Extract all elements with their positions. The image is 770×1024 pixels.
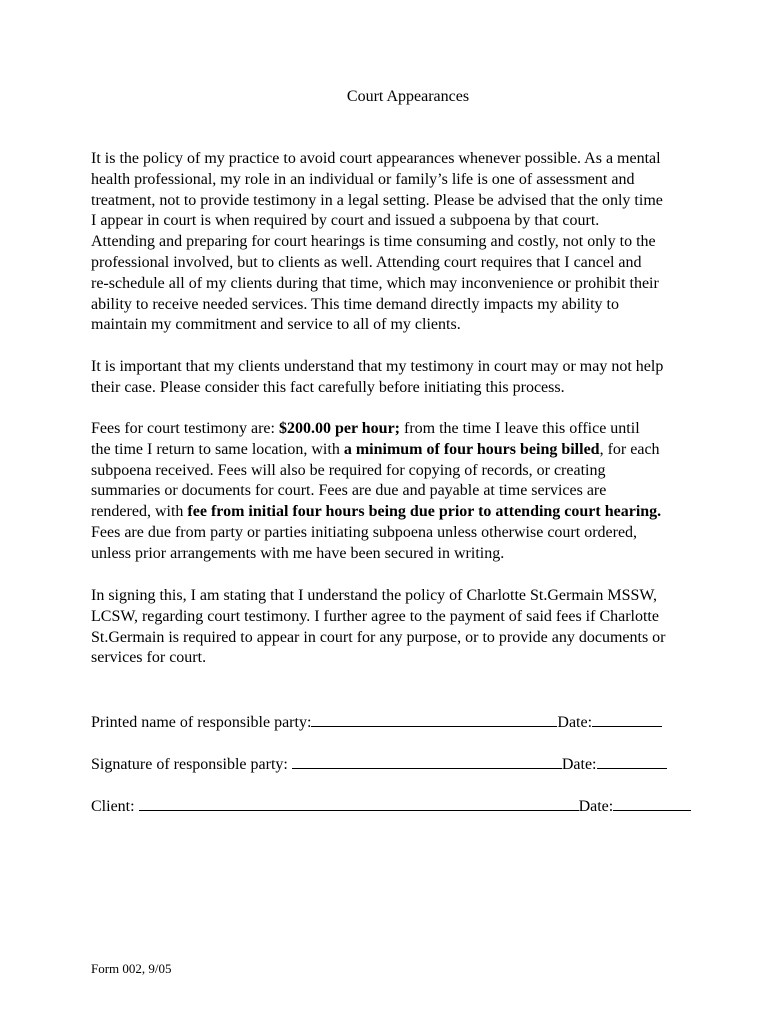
text-line: re-schedule all of my clients during that time, which may inconvenience or prohibit their [91, 274, 659, 292]
minimum-hours-emphasis: a minimum of four hours being billed [343, 440, 600, 458]
text-fragment: rendered, with [91, 503, 188, 521]
policy-paragraph [91, 149, 731, 336]
agreement-paragraph [91, 586, 731, 669]
text-line: ability to receive needed services. This time demand directly impacts my ability to [91, 295, 619, 313]
printed-name-label: Printed name of responsible party: [91, 714, 312, 731]
text-line [91, 419, 731, 440]
signature-row [91, 753, 667, 775]
printed-name-row [91, 711, 662, 733]
text-line: their case. Please consider this fact carefully before initiating this process. [91, 378, 565, 396]
text-line: subpoena received. Fees will also be required for copying of records, or creating [91, 461, 606, 479]
text-line [91, 502, 731, 523]
text-line: unless prior arrangements with me have been secured in writing. [91, 544, 505, 562]
text-line: maintain my commitment and service to all of my clients. [91, 316, 461, 334]
text-line: health professional, my role in an individual or family’s life is one of assessment and [91, 170, 635, 188]
text-fragment: , for each [599, 440, 660, 458]
text-fragment: Fees for court testimony are: [91, 420, 279, 437]
text-fragment: from the time I leave this office until [400, 420, 640, 437]
text-line: St.Germain is required to appear in court for any purpose, or to provide any documents or [91, 628, 666, 646]
fees-paragraph [91, 419, 731, 565]
date-label: Date: [561, 756, 597, 773]
client-label: Client: [91, 798, 139, 815]
prepayment-emphasis: fee from initial four hours being due prior to attending court hearing. [187, 503, 662, 521]
text-line: In signing this, I am stating that I understand the policy of Charlotte St.Germain MSSW, [91, 587, 658, 604]
date-label: Date: [578, 798, 614, 815]
text-line: professional involved, but to clients as well. Attending court requires that I cancel and [91, 253, 642, 271]
text-line: LCSW, regarding court testimony. I further agree to the payment of said fees if Charlotte [91, 607, 659, 625]
text-line: Fees are due from party or parties initiating subpoena unless otherwise court ordered, [91, 523, 638, 541]
text-line: services for court. [91, 649, 207, 667]
text-line: treatment, not to provide testimony in a legal setting. Please be advised that the only time [91, 191, 663, 209]
client-row [91, 795, 691, 817]
text-line: It is important that my clients understand that my testimony in court may or may not help [91, 358, 664, 375]
text-line [91, 440, 731, 461]
client-field[interactable] [139, 795, 579, 811]
testimony-paragraph [91, 357, 731, 399]
text-line: I appear in court is when required by court and issued a subpoena by that court. [91, 212, 600, 230]
text-line: summaries or documents for court. Fees are due and payable at time services are [91, 482, 607, 500]
date-label: Date: [557, 714, 593, 731]
fee-rate-emphasis: $200.00 per hour; [278, 420, 400, 437]
text-line: Attending and preparing for court hearings is time consuming and costly, not only to the [91, 233, 656, 251]
form-footer: Form 002, 9/05 [91, 961, 172, 976]
text-fragment: the time I return to same location, with [91, 440, 344, 458]
text-line: It is the policy of my practice to avoid court appearances whenever possible. As a mental [91, 150, 661, 167]
signature-date-field[interactable] [597, 753, 667, 769]
printed-name-field[interactable] [311, 711, 557, 727]
signature-label: Signature of responsible party: [91, 756, 292, 773]
signature-field[interactable] [292, 753, 562, 769]
client-date-field[interactable] [613, 795, 691, 811]
printed-name-date-field[interactable] [592, 711, 662, 727]
page-title: Court Appearances [346, 88, 470, 105]
